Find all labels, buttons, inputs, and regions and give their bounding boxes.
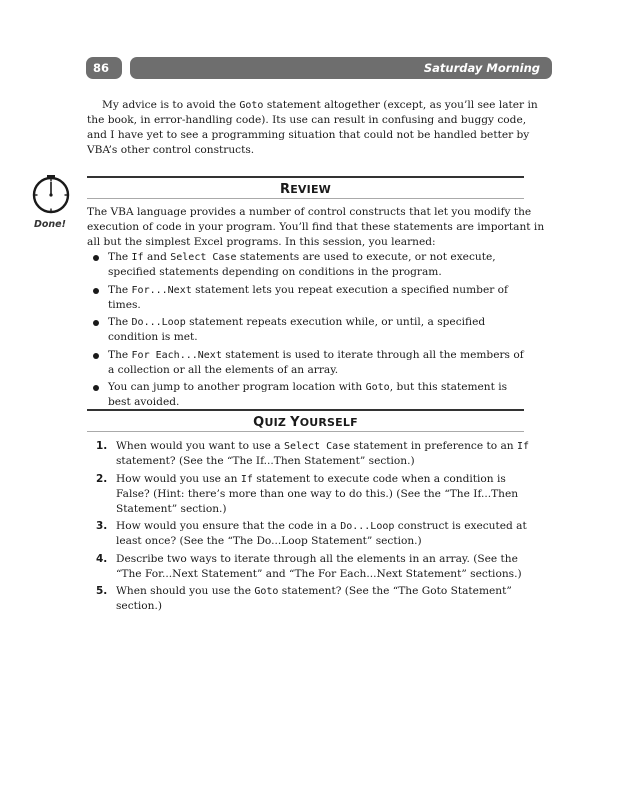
- running-header: Saturday Morning: [130, 57, 552, 79]
- bullet-icon: [93, 353, 99, 359]
- list-item: The For...Next statement lets you repeat execution a specified number of times.: [92, 283, 532, 313]
- question-number: 3.: [96, 520, 108, 532]
- question-number: 2.: [96, 472, 108, 485]
- bullet-icon: [93, 320, 99, 326]
- bullet-icon: [93, 255, 99, 261]
- list-item: 5. When should you use the Goto statement? (See the “The Goto Statement” section.): [96, 585, 512, 612]
- list-item: 2. How would you use an If statement to execute code when a condition is False? (Hint: there’s more than one way to do this.) (See the “The If...Then Statement” section.): [96, 472, 519, 515]
- stopwatch-icon: [31, 175, 71, 221]
- list-item: You can jump to another program location with Goto, but this statement is best avoided.: [92, 380, 532, 410]
- question-number: 1.: [96, 440, 108, 452]
- question-number: 4.: [96, 552, 108, 565]
- review-heading: REVIEW: [87, 176, 524, 199]
- quiz-heading: QUIZ YOURSELF: [87, 409, 524, 432]
- list-item: 1. When would you want to use a Select Case statement in preference to an If statement? (See the “The If...Then Statement” section.): [96, 440, 530, 467]
- list-item: The Do...Loop statement repeats execution while, or until, a specified condition is met.: [92, 315, 532, 345]
- list-item: The If and Select Case statements are used to execute, or not execute, specified statements depending on conditions in the program.: [92, 250, 532, 280]
- bullet-icon: [93, 385, 99, 391]
- review-paragraph: The VBA language provides a number of control constructs that let you modify the execution of code in your program. You’ll find that these statements are important in all but the simplest Excel programs. In this session, you learned:: [87, 206, 545, 248]
- done-label: Done!: [34, 219, 66, 230]
- list-item: The For Each...Next statement is used to iterate through all the members of a collection or all the elements of an array.: [92, 348, 532, 378]
- list-item: 4. Describe two ways to iterate through all the elements in an array. (See the “The For...Next Statement” and “The For Each...Next Statement” sections.): [96, 552, 522, 580]
- page-number: 86: [86, 57, 122, 79]
- question-number: 5.: [96, 585, 108, 597]
- quiz-question-list: [92, 439, 532, 617]
- list-item: 3. How would you ensure that the code in a Do...Loop construct is executed at least once? (See the “The Do...Loop Statement” section.): [96, 520, 527, 547]
- review-bullet-list: [92, 250, 532, 413]
- bullet-icon: [93, 288, 99, 294]
- intro-paragraph: My advice is to avoid the Goto statement altogether (except, as you’ll see later in the book, in error-handling code). Its use can result in confusing and buggy code, and I have yet to see a programming situation that could not be handled better by VBA’s other control constructs.: [87, 99, 538, 156]
